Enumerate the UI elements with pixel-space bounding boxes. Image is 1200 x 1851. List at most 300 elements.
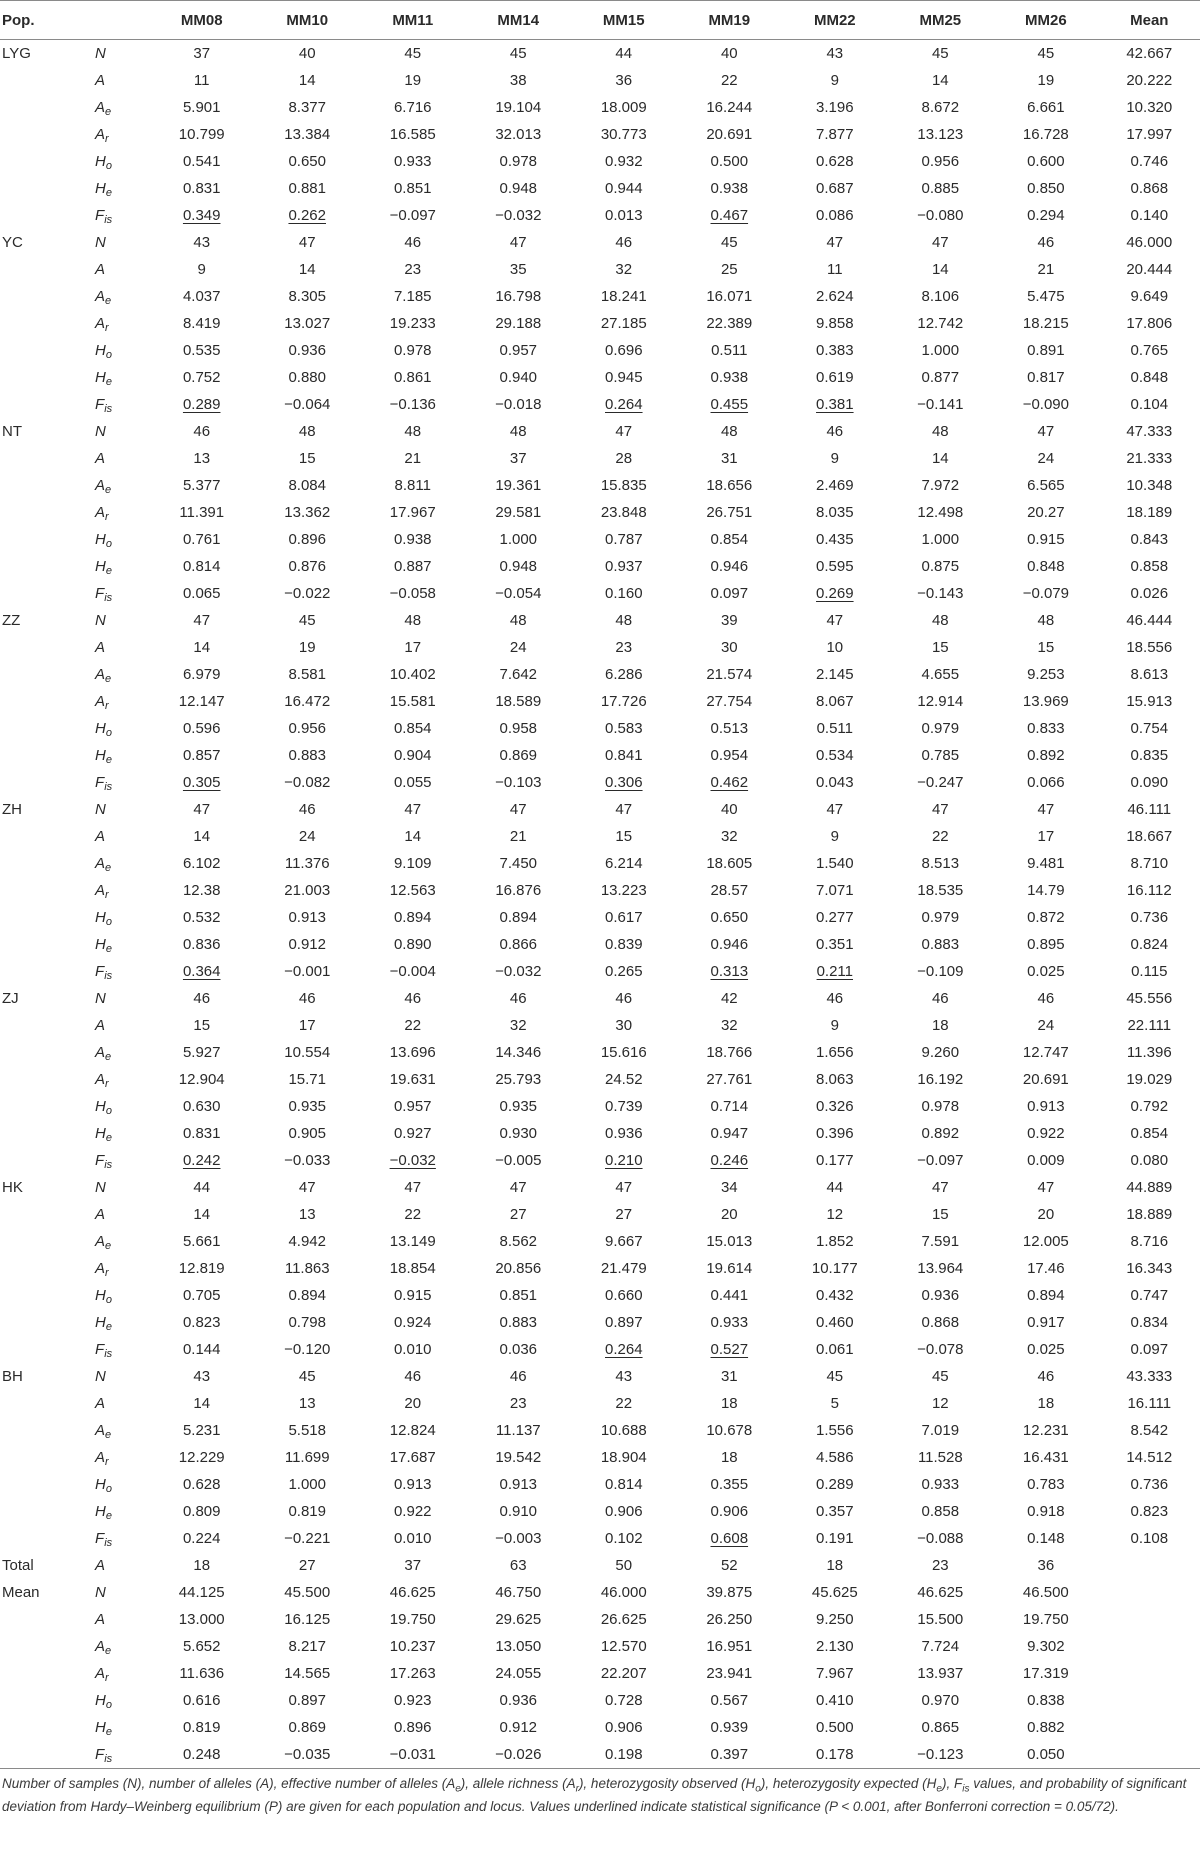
parameter-subscript: e xyxy=(105,943,112,955)
value-cell xyxy=(360,1255,466,1282)
value: 45 xyxy=(404,45,422,62)
value-cell xyxy=(782,40,888,68)
value-cell xyxy=(466,1390,572,1417)
value-cell xyxy=(466,1255,572,1282)
value: 21.479 xyxy=(600,1260,647,1277)
value-cell xyxy=(360,1228,466,1255)
value-cell xyxy=(677,310,783,337)
value: 0.882 xyxy=(1027,1719,1065,1736)
value: 24 xyxy=(298,828,316,845)
value: 14 xyxy=(298,261,316,278)
value: 7.450 xyxy=(499,855,538,872)
value: −0.141 xyxy=(917,396,964,413)
population-label xyxy=(0,1309,91,1336)
value: 0.351 xyxy=(816,936,854,953)
value: 46 xyxy=(826,423,844,440)
value: 16.876 xyxy=(495,882,542,899)
value-cell xyxy=(466,148,572,175)
value-cell xyxy=(466,1120,572,1147)
value: 0.397 xyxy=(710,1746,749,1763)
value: 40 xyxy=(298,45,316,62)
value-cell xyxy=(360,148,466,175)
value-cell xyxy=(782,1309,888,1336)
value-cell xyxy=(782,1741,888,1769)
value: 9.260 xyxy=(921,1044,960,1061)
value-cell xyxy=(571,931,677,958)
parameter-symbol: A xyxy=(95,261,106,278)
value-cell xyxy=(254,1444,360,1471)
parameter-label xyxy=(91,634,149,661)
parameter-symbol: H xyxy=(95,1719,106,1736)
value: −0.004 xyxy=(389,963,436,980)
value-cell xyxy=(677,769,783,796)
value: 15 xyxy=(931,1206,949,1223)
value-cell xyxy=(782,634,888,661)
value: 39.875 xyxy=(706,1584,753,1601)
value-cell xyxy=(466,1444,572,1471)
table-row xyxy=(0,688,1200,715)
value: 0.511 xyxy=(816,720,854,737)
header-locus: MM26 xyxy=(993,1,1099,40)
value-cell xyxy=(149,769,255,796)
value-cell xyxy=(571,1444,677,1471)
value: 10.678 xyxy=(706,1422,753,1439)
mean-cell: 0.097 xyxy=(1130,1341,1169,1358)
parameter-symbol: A xyxy=(95,1557,106,1574)
value: 0.567 xyxy=(710,1692,749,1709)
value: 0.957 xyxy=(499,342,538,359)
value-cell xyxy=(571,1012,677,1039)
value: 52 xyxy=(720,1557,738,1574)
value-cell xyxy=(677,445,783,472)
value-cell xyxy=(993,1390,1099,1417)
value: 0.938 xyxy=(710,369,749,386)
value: 46.000 xyxy=(600,1584,647,1601)
table-footnote: Number of samples (N), number of alleles (A), effective number of alleles $(A_e)$, allele richness $(A_r)$, heterozygosity observed $(H_o)$, heterozygosity expected $(H_e)$, $F_{is}$ values, and probability of significant deviation from Hardy–Weinberg equilibrium (P) are given for each population and locus. Values underlined indicate statistical significance (P < 0.001, after Bonferroni correction = 0.05/72). xyxy=(2,1776,1187,1814)
significant-value: 0.608 xyxy=(710,1530,749,1547)
value-cell xyxy=(888,1093,994,1120)
value: 47 xyxy=(1037,1179,1055,1196)
parameter-symbol: A xyxy=(95,666,106,683)
value-cell xyxy=(677,121,783,148)
value-cell xyxy=(149,715,255,742)
value: 45 xyxy=(298,1368,316,1385)
value-cell xyxy=(466,1660,572,1687)
population-label xyxy=(0,1498,91,1525)
significant-value: 0.349 xyxy=(182,207,221,224)
value-cell xyxy=(888,1525,994,1552)
value: 0.906 xyxy=(710,1503,749,1520)
value-cell xyxy=(993,1498,1099,1525)
value: 32.013 xyxy=(495,126,542,143)
value: 22.389 xyxy=(706,315,753,332)
parameter-label xyxy=(91,1741,149,1769)
value-cell xyxy=(360,850,466,877)
value: 20.856 xyxy=(495,1260,542,1277)
value: 0.915 xyxy=(1027,531,1065,548)
value: 0.904 xyxy=(393,747,432,764)
value-cell xyxy=(888,1039,994,1066)
value: 13.969 xyxy=(1022,693,1069,710)
value: 0.894 xyxy=(288,1287,326,1304)
value: 46 xyxy=(298,990,316,1007)
value-cell xyxy=(360,283,466,310)
mean-cell: 17.997 xyxy=(1126,126,1173,143)
value-cell xyxy=(677,985,783,1012)
value-cell xyxy=(888,1498,994,1525)
value-cell xyxy=(677,526,783,553)
parameter-label xyxy=(91,904,149,931)
value: 37 xyxy=(404,1557,422,1574)
value: 12.824 xyxy=(389,1422,436,1439)
mean-cell xyxy=(1099,1741,1200,1769)
value: 0.850 xyxy=(1027,180,1065,197)
population-label xyxy=(0,1039,91,1066)
parameter-subscript: e xyxy=(105,1726,112,1738)
value-cell xyxy=(149,310,255,337)
parameter-label xyxy=(91,391,149,418)
value-cell xyxy=(782,1039,888,1066)
value-cell xyxy=(360,1687,466,1714)
table-row xyxy=(0,94,1200,121)
value-cell xyxy=(466,40,572,68)
value: −0.005 xyxy=(495,1152,542,1169)
value-cell xyxy=(254,553,360,580)
parameter-label xyxy=(91,148,149,175)
population-label xyxy=(0,337,91,364)
parameter-subscript: r xyxy=(105,700,109,712)
value: 27 xyxy=(615,1206,633,1223)
value-cell xyxy=(782,1417,888,1444)
value-cell xyxy=(782,1660,888,1687)
value: 5.927 xyxy=(182,1044,221,1061)
value: 0.785 xyxy=(921,747,960,764)
mean-cell: 0.834 xyxy=(1130,1314,1169,1331)
value-cell xyxy=(254,1174,360,1201)
table-row xyxy=(0,418,1200,445)
value-cell xyxy=(888,661,994,688)
value: 46.500 xyxy=(1022,1584,1069,1601)
value-cell xyxy=(571,715,677,742)
value: 14 xyxy=(404,828,422,845)
value-cell xyxy=(254,742,360,769)
parameter-label xyxy=(91,661,149,688)
value: 5.377 xyxy=(182,477,221,494)
value-cell xyxy=(993,1066,1099,1093)
value: 11.699 xyxy=(284,1449,330,1466)
value: 27.185 xyxy=(600,315,647,332)
value: 1.000 xyxy=(499,531,538,548)
population-label xyxy=(0,283,91,310)
value: 13 xyxy=(298,1395,316,1412)
parameter-label xyxy=(91,94,149,121)
table-row xyxy=(0,1579,1200,1606)
value-cell xyxy=(149,985,255,1012)
value-cell xyxy=(254,472,360,499)
value-cell xyxy=(888,1282,994,1309)
value-cell xyxy=(466,499,572,526)
parameter-label xyxy=(91,1174,149,1201)
value: 1.556 xyxy=(816,1422,854,1439)
value-cell xyxy=(993,1363,1099,1390)
value-cell xyxy=(149,445,255,472)
value: 8.581 xyxy=(288,666,326,683)
value: 43 xyxy=(615,1368,633,1385)
value: 26.250 xyxy=(706,1611,753,1628)
value-cell xyxy=(466,1093,572,1120)
parameter-subscript: r xyxy=(105,1456,109,1468)
value-cell xyxy=(254,769,360,796)
value-cell xyxy=(888,1012,994,1039)
value: 8.084 xyxy=(288,477,326,494)
value-cell xyxy=(254,1309,360,1336)
value-cell xyxy=(149,1147,255,1174)
parameter-subscript: e xyxy=(105,673,112,685)
value-cell xyxy=(782,310,888,337)
table-row xyxy=(0,1417,1200,1444)
mean-cell: 14.512 xyxy=(1126,1449,1173,1466)
value-cell xyxy=(993,1471,1099,1498)
value-cell xyxy=(571,337,677,364)
value: 47 xyxy=(931,234,949,251)
population-label xyxy=(0,1471,91,1498)
value: 22 xyxy=(404,1017,422,1034)
value-cell xyxy=(677,472,783,499)
value: 0.912 xyxy=(499,1719,538,1736)
value: 12 xyxy=(931,1395,949,1412)
table-row xyxy=(0,1336,1200,1363)
value: 46 xyxy=(404,234,422,251)
value: 0.957 xyxy=(393,1098,432,1115)
parameter-symbol: A xyxy=(95,1422,106,1439)
population-label xyxy=(0,877,91,904)
table-row xyxy=(0,985,1200,1012)
value: 0.880 xyxy=(288,369,326,386)
value: 14 xyxy=(193,639,211,656)
value: 0.954 xyxy=(710,747,749,764)
parameter-symbol: A xyxy=(95,1260,106,1277)
value-cell xyxy=(254,1471,360,1498)
table-row xyxy=(0,1687,1200,1714)
value-cell xyxy=(677,1552,783,1579)
value-cell xyxy=(149,1174,255,1201)
table-row xyxy=(0,1093,1200,1120)
value: 46 xyxy=(826,990,844,1007)
value: 47 xyxy=(193,612,211,629)
value-cell xyxy=(888,688,994,715)
value-cell xyxy=(993,1525,1099,1552)
value: 21.574 xyxy=(706,666,753,683)
value: 0.010 xyxy=(393,1341,432,1358)
value-cell xyxy=(993,148,1099,175)
value: 0.946 xyxy=(710,558,749,575)
value: 0.978 xyxy=(921,1098,960,1115)
parameter-label xyxy=(91,1660,149,1687)
value-cell xyxy=(677,931,783,958)
value-cell xyxy=(888,148,994,175)
header-row xyxy=(0,1,1200,40)
parameter-subscript: o xyxy=(105,916,112,928)
significant-value: 0.455 xyxy=(710,396,749,413)
table-row xyxy=(0,1039,1200,1066)
value-cell xyxy=(782,256,888,283)
value-cell xyxy=(782,121,888,148)
value-cell xyxy=(466,526,572,553)
value: 8.035 xyxy=(816,504,854,521)
value: 16.431 xyxy=(1022,1449,1069,1466)
value-cell xyxy=(466,1525,572,1552)
value: −0.022 xyxy=(284,585,331,602)
value: 7.019 xyxy=(921,1422,960,1439)
value-cell xyxy=(254,1336,360,1363)
value: −0.109 xyxy=(917,963,964,980)
value: 0.396 xyxy=(816,1125,854,1142)
value: 4.037 xyxy=(182,288,221,305)
value: 0.819 xyxy=(182,1719,221,1736)
value: 0.650 xyxy=(710,909,749,926)
value: 12.563 xyxy=(389,882,436,899)
parameter-symbol: N xyxy=(95,423,106,440)
value: −0.054 xyxy=(495,585,542,602)
value: 12 xyxy=(826,1206,844,1223)
value-cell xyxy=(677,229,783,256)
value: 48 xyxy=(298,423,316,440)
value: 48 xyxy=(404,612,422,629)
population-label xyxy=(0,1120,91,1147)
population-label xyxy=(0,1093,91,1120)
value: 0.065 xyxy=(182,585,221,602)
value: −0.123 xyxy=(917,1746,964,1763)
value-cell xyxy=(254,1282,360,1309)
table-row xyxy=(0,1714,1200,1741)
value: 0.705 xyxy=(182,1287,221,1304)
value: 0.144 xyxy=(182,1341,221,1358)
value: 0.783 xyxy=(1027,1476,1065,1493)
header-locus: MM11 xyxy=(360,1,466,40)
value: 9.667 xyxy=(605,1233,643,1250)
table-row xyxy=(0,904,1200,931)
parameter-symbol: F xyxy=(95,207,105,224)
value-cell xyxy=(466,958,572,985)
value-cell xyxy=(993,1741,1099,1769)
value: 0.923 xyxy=(393,1692,432,1709)
value: 17 xyxy=(298,1017,316,1034)
value-cell xyxy=(466,985,572,1012)
value: −0.001 xyxy=(284,963,331,980)
value: 45 xyxy=(826,1368,844,1385)
parameter-symbol: N xyxy=(95,1179,106,1196)
value: 7.185 xyxy=(393,288,432,305)
significant-value: 0.246 xyxy=(710,1152,749,1169)
value-cell xyxy=(993,472,1099,499)
value-cell xyxy=(149,1012,255,1039)
value: 0.177 xyxy=(816,1152,854,1169)
value-cell xyxy=(360,94,466,121)
value-cell xyxy=(254,1633,360,1660)
value-cell xyxy=(677,1471,783,1498)
population-label xyxy=(0,1255,91,1282)
value: 0.619 xyxy=(816,369,854,386)
mean-cell: 0.080 xyxy=(1130,1152,1169,1169)
value: −0.031 xyxy=(389,1746,436,1763)
parameter-label xyxy=(91,364,149,391)
parameter-symbol: H xyxy=(95,1125,106,1142)
value: 0.857 xyxy=(182,747,221,764)
value: 20 xyxy=(404,1395,422,1412)
value: 0.936 xyxy=(288,342,326,359)
value: 0.848 xyxy=(1027,558,1065,575)
parameter-label xyxy=(91,1552,149,1579)
value: 0.979 xyxy=(921,909,960,926)
value-cell xyxy=(466,1741,572,1769)
value: 16.585 xyxy=(389,126,436,143)
value: 18.656 xyxy=(706,477,753,494)
value: 12.229 xyxy=(178,1449,225,1466)
significant-value: 0.264 xyxy=(605,1341,643,1358)
value-cell xyxy=(993,1660,1099,1687)
value: 47 xyxy=(1037,801,1055,818)
value: 47 xyxy=(826,234,844,251)
value: 0.866 xyxy=(499,936,538,953)
value-cell xyxy=(466,1282,572,1309)
value-cell xyxy=(360,1039,466,1066)
table-row xyxy=(0,337,1200,364)
value: 46 xyxy=(509,990,527,1007)
population-label xyxy=(0,1390,91,1417)
value: −0.064 xyxy=(284,396,331,413)
value: 0.905 xyxy=(288,1125,326,1142)
value-cell xyxy=(677,40,783,68)
value: 27 xyxy=(298,1557,316,1574)
value-cell xyxy=(782,958,888,985)
value: 9.250 xyxy=(816,1611,854,1628)
value: 0.198 xyxy=(605,1746,643,1763)
population-label xyxy=(0,580,91,607)
mean-cell: 0.746 xyxy=(1130,153,1169,170)
value: 40 xyxy=(720,801,738,818)
value-cell xyxy=(149,1471,255,1498)
parameter-subscript: e xyxy=(105,1132,112,1144)
value-cell xyxy=(677,1120,783,1147)
value-cell xyxy=(149,580,255,607)
parameter-label xyxy=(91,1606,149,1633)
value: 12.498 xyxy=(917,504,964,521)
value-cell xyxy=(782,823,888,850)
value-cell xyxy=(993,1633,1099,1660)
value-cell xyxy=(149,1282,255,1309)
mean-cell: 0.843 xyxy=(1130,531,1169,548)
population-label: ZZ xyxy=(2,612,21,629)
parameter-label xyxy=(91,337,149,364)
value-cell xyxy=(993,661,1099,688)
table-row xyxy=(0,364,1200,391)
value: 17.46 xyxy=(1027,1260,1065,1277)
value: 0.913 xyxy=(393,1476,432,1493)
value: 22 xyxy=(720,72,738,89)
value: 2.130 xyxy=(816,1638,854,1655)
header-locus: MM08 xyxy=(149,1,255,40)
value: 13.000 xyxy=(178,1611,225,1628)
table-row xyxy=(0,823,1200,850)
parameter-subscript: is xyxy=(104,970,113,982)
value-cell xyxy=(571,472,677,499)
parameter-subscript: is xyxy=(104,214,113,226)
value: 17.726 xyxy=(600,693,647,710)
parameter-label xyxy=(91,472,149,499)
value-cell xyxy=(782,175,888,202)
value-cell xyxy=(571,796,677,823)
value: 24 xyxy=(1037,1017,1055,1034)
